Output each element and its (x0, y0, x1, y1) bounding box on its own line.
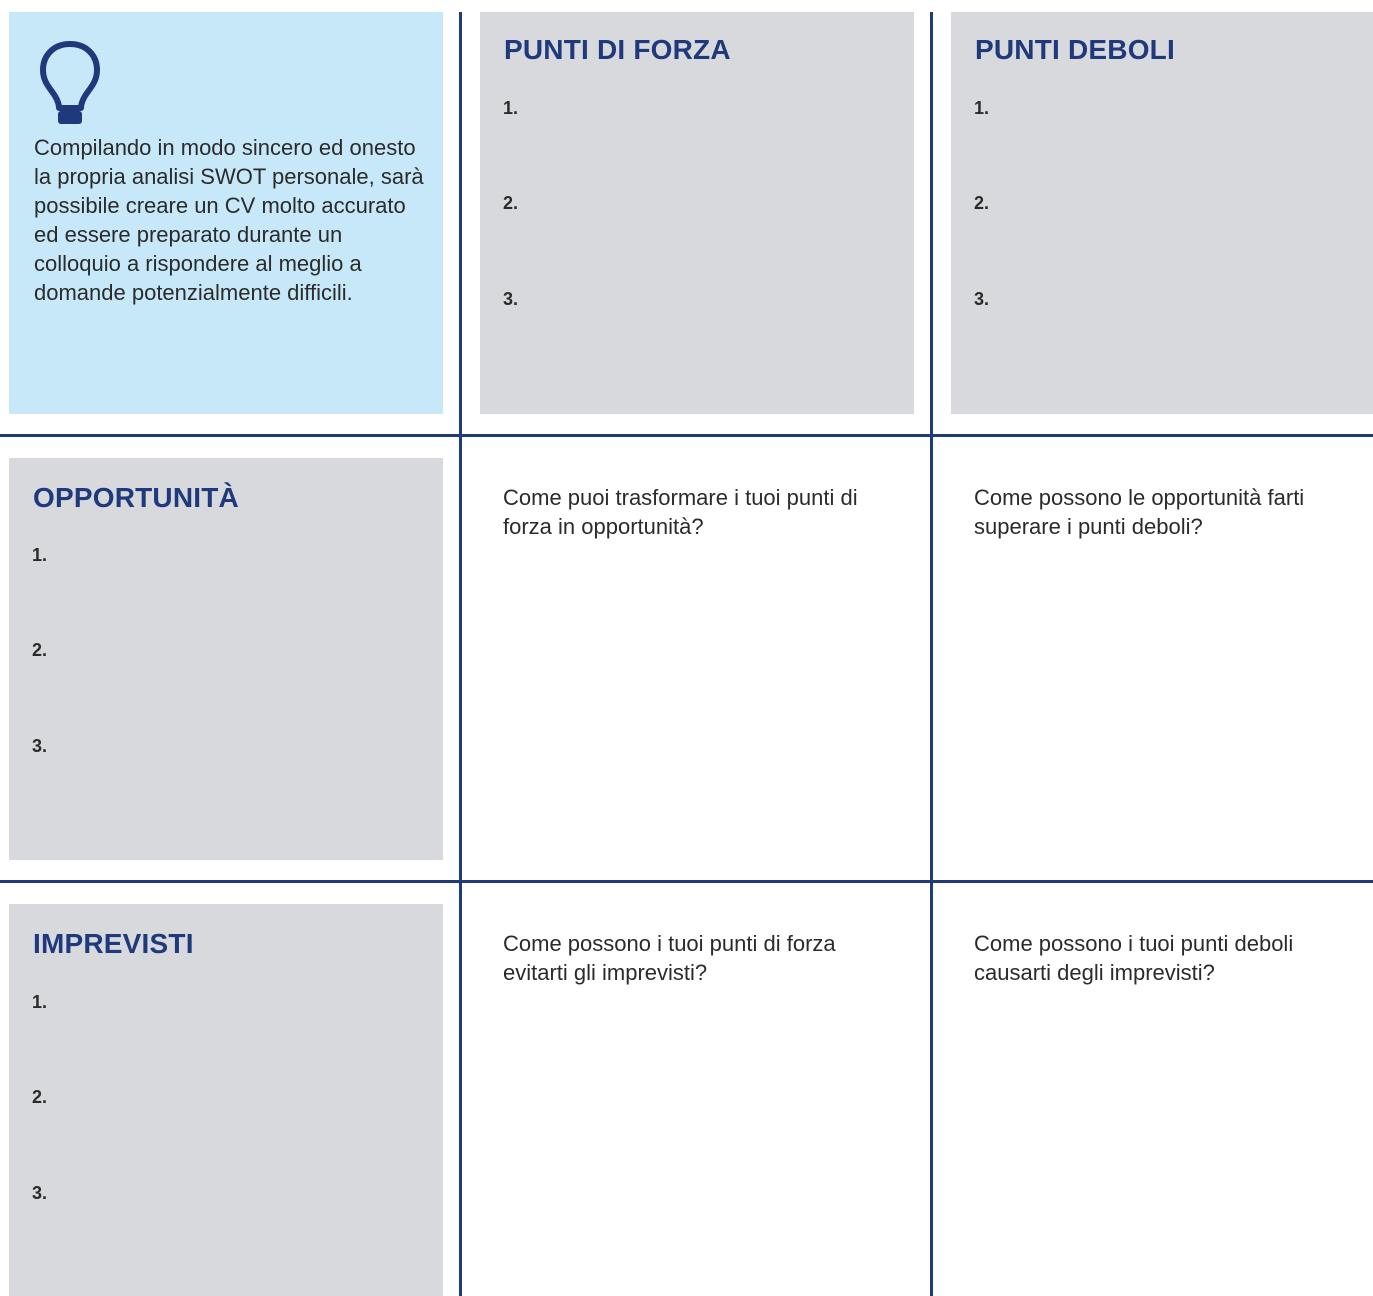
strengths-item-1: 1. (503, 98, 519, 118)
threats-item-2: 2. (32, 1087, 48, 1107)
tip-box (9, 12, 443, 414)
opportunities-box (9, 458, 443, 860)
opportunities-item-3: 3. (32, 736, 48, 756)
grid-divider-vertical-left (459, 12, 462, 1296)
opportunities-title: OPPORTUNITÀ (33, 482, 239, 513)
strengths-title: PUNTI DI FORZA (504, 34, 731, 65)
prompt-strengths-threats: Come possono i tuoi punti di forza evitarti gli imprevisti? (503, 931, 836, 985)
threats-title: IMPREVISTI (33, 928, 194, 959)
threats-item-3: 3. (32, 1183, 48, 1203)
grid-divider-horizontal-bottom (0, 880, 1373, 883)
strengths-box (480, 12, 914, 414)
weaknesses-item-3: 3. (974, 289, 990, 309)
weaknesses-box (951, 12, 1373, 414)
threats-item-1: 1. (32, 992, 48, 1012)
prompt-weaknesses-threats: Come possono i tuoi punti deboli causarti degli imprevisti? (974, 931, 1294, 985)
threats-box (9, 904, 443, 1296)
grid-divider-vertical-right (930, 12, 933, 1296)
strengths-item-3: 3. (503, 289, 519, 309)
weaknesses-item-1: 1. (974, 98, 990, 118)
strengths-item-2: 2. (503, 193, 519, 213)
opportunities-item-1: 1. (32, 545, 48, 565)
weaknesses-item-2: 2. (974, 193, 990, 213)
opportunities-item-2: 2. (32, 640, 48, 660)
prompt-strengths-opportunities: Come puoi trasformare i tuoi punti di forza in opportunità? (503, 485, 858, 539)
prompt-weaknesses-opportunities: Come possono le opportunità farti superare i punti deboli? (974, 485, 1305, 539)
grid-divider-horizontal-top (0, 434, 1373, 437)
lightbulb-icon (39, 40, 101, 126)
weaknesses-title: PUNTI DEBOLI (975, 34, 1175, 65)
tip-text: Compilando in modo sincero ed onesto la propria analisi SWOT personale, sarà possibile creare un CV molto accurato ed essere preparato durante un colloquio a rispondere al meglio a domande potenzialmente difficili. (34, 135, 424, 305)
